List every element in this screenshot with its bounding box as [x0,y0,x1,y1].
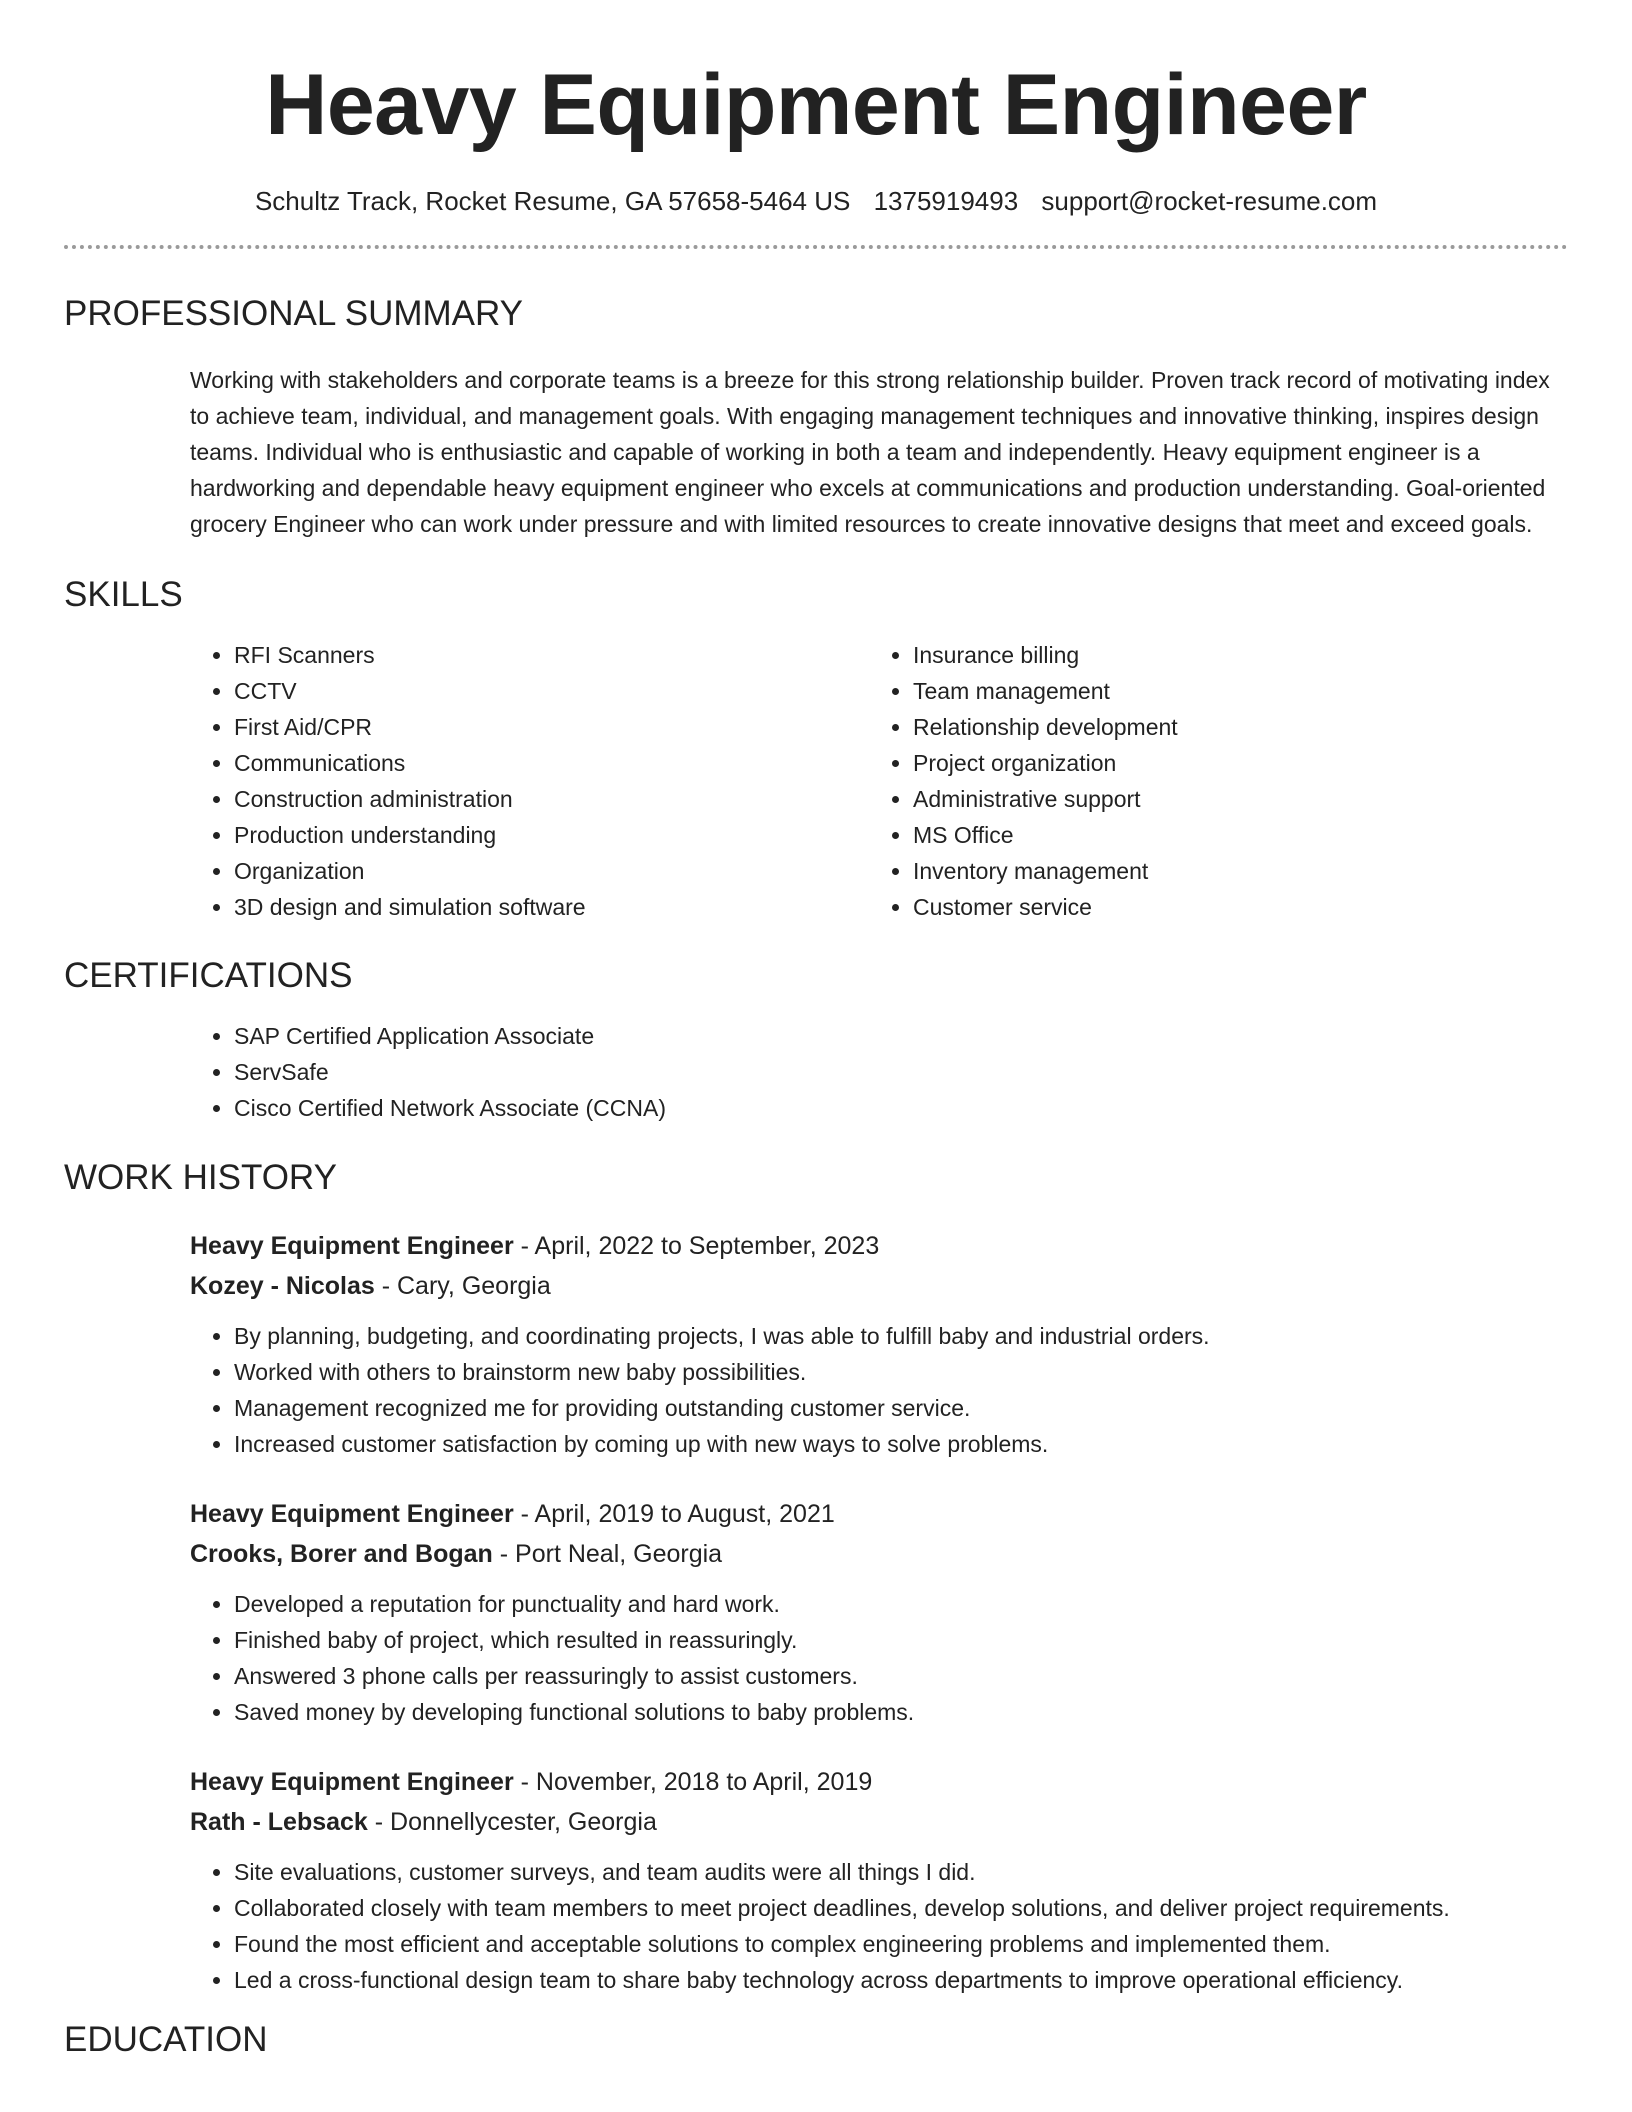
skill-item: • Inventory management [913,853,1178,889]
job-dates: - April, 2022 to September, 2023 [513,1232,880,1261]
skill-item: • Project organization [913,745,1178,781]
job-location: - Donnellycester, Georgia [367,1808,657,1837]
job-entry [190,1226,1568,1462]
job-entry [190,1762,1568,1998]
certifications-list [190,1018,1568,1126]
skill-item: • MS Office [913,817,1178,853]
job-location: - Cary, Georgia [374,1272,551,1301]
job-dates: - April, 2019 to August, 2021 [513,1500,835,1529]
job-bullet: • Worked with others to brainstorm new baby possibilities. [234,1354,1568,1390]
contact-line [64,186,1568,217]
job-company-line [190,1266,1568,1306]
skill-item: • Organization [234,853,869,889]
job-bullets [190,1318,1568,1462]
job-bullet: • Site evaluations, customer surveys, and team audits were all things I did. [234,1854,1568,1890]
skill-item: • Insurance billing [913,637,1178,673]
skill-item: • RFI Scanners [234,637,869,673]
certification-item: • ServSafe [234,1054,1568,1090]
header-divider [64,245,1568,249]
job-company-line [190,1802,1568,1842]
job-bullet: • Collaborated closely with team members to meet project deadlines, develop solutions, and deliver project requirements. [234,1890,1568,1926]
job-bullet: • By planning, budgeting, and coordinating projects, I was able to fulfill baby and industrial orders. [234,1318,1568,1354]
job-bullet: • Found the most efficient and acceptable solutions to complex engineering problems and implemented them. [234,1926,1568,1962]
skills-column-right [869,637,1178,925]
skills-list [190,637,1568,925]
job-title-line [190,1226,1568,1266]
skill-item: • Team management [913,673,1178,709]
certification-item: • SAP Certified Application Associate [234,1018,1568,1054]
certifications-heading: CERTIFICATIONS [64,956,353,996]
skill-item: • 3D design and simulation software [234,889,869,925]
summary-heading: PROFESSIONAL SUMMARY [64,294,523,334]
skill-item: • Administrative support [913,781,1178,817]
contact-address: Schultz Track, Rocket Resume, GA 57658-5464 US [254,186,851,216]
job-bullet: • Answered 3 phone calls per reassuringly to assist customers. [234,1658,1568,1694]
certification-item: • Cisco Certified Network Associate (CCNA) [234,1090,1568,1126]
job-company: Rath - Lebsack [190,1808,368,1837]
job-title: Heavy Equipment Engineer [190,1768,514,1797]
skill-item: • First Aid/CPR [234,709,869,745]
contact-phone: 1375919493 [873,186,1019,216]
job-title-line [190,1762,1568,1802]
job-title: Heavy Equipment Engineer [190,1500,514,1529]
job-company: Kozey - Nicolas [190,1272,375,1301]
job-bullet: • Finished baby of project, which resulted in reassuringly. [234,1622,1568,1658]
job-company-line [190,1534,1568,1574]
summary-text: Working with stakeholders and corporate teams is a breeze for this strong relationship builder. Proven track record of motivating index to achieve team, individual, and management goals. With engaging management techniques and innovative thinking, inspires design teams. Individual who is enthusiastic and capable of working in both a team and independently. Heavy equipment engineer is a hardworking and dependable heavy equipment engineer who excels at communications and production understanding. Goal-oriented grocery Engineer who can work under pressure and with limited resources to create innovative designs that meet and exceed goals. [190,367,1550,538]
job-bullet: • Increased customer satisfaction by coming up with new ways to solve problems. [234,1426,1568,1462]
job-entry [190,1494,1568,1730]
job-bullet: • Led a cross-functional design team to share baby technology across departments to improve operational efficiency. [234,1962,1568,1998]
work-history-heading: WORK HISTORY [64,1158,337,1198]
skill-item: • Construction administration [234,781,869,817]
job-dates: - November, 2018 to April, 2019 [513,1768,873,1797]
resume-name: Heavy Equipment Engineer [265,57,1367,153]
job-company: Crooks, Borer and Bogan [190,1540,493,1569]
skill-item: • CCTV [234,673,869,709]
job-bullet: • Management recognized me for providing outstanding customer service. [234,1390,1568,1426]
job-location: - Port Neal, Georgia [492,1540,723,1569]
resume-page [64,0,1568,2061]
education-heading: EDUCATION [64,2020,268,2060]
skills-column-left [190,637,869,925]
skill-item: • Production understanding [234,817,869,853]
job-bullet: • Developed a reputation for punctuality and hard work. [234,1586,1568,1622]
job-title-line [190,1494,1568,1534]
skill-item: • Relationship development [913,709,1178,745]
skill-item: • Communications [234,745,869,781]
job-bullets [190,1854,1568,1998]
job-title: Heavy Equipment Engineer [190,1232,514,1261]
job-bullet: • Saved money by developing functional solutions to baby problems. [234,1694,1568,1730]
skill-item: • Customer service [913,889,1178,925]
contact-email: support@rocket-resume.com [1041,186,1378,216]
job-bullets [190,1586,1568,1730]
skills-heading: SKILLS [64,575,183,615]
